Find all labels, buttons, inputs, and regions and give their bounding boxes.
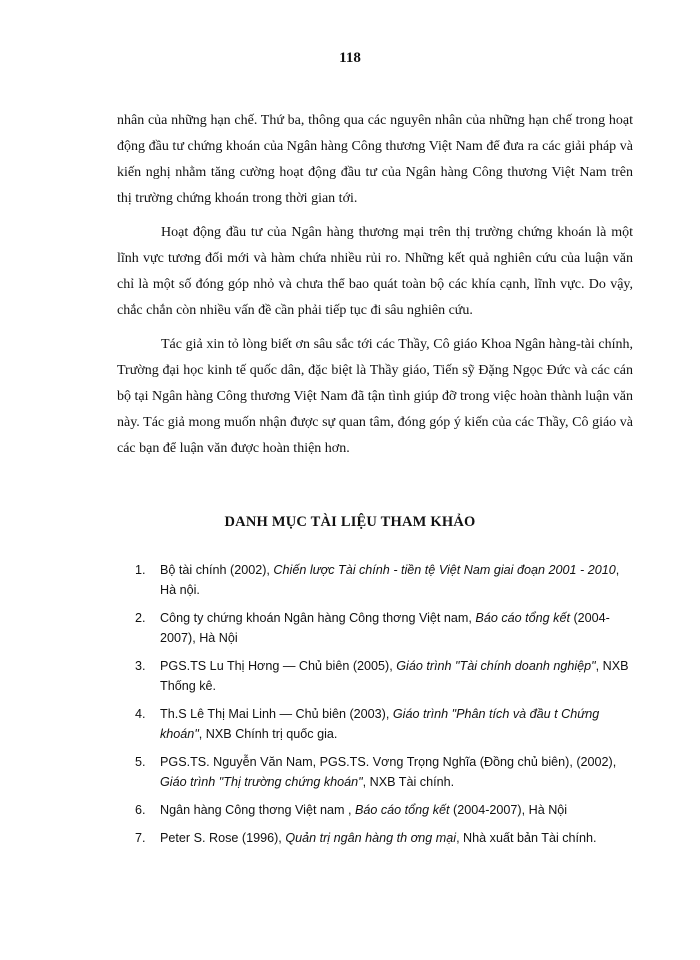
reference-number: 4. (135, 707, 146, 721)
reference-text: , Hà nội. (160, 563, 620, 597)
reference-text: PGS.TS. Nguyễn Văn Nam, PGS.TS. Vơng Trọng Nghĩa (Đồng chủ biên), (2002), (160, 755, 617, 769)
reference-title: Báo cáo tổng kết (354, 803, 450, 817)
references-list (135, 560, 635, 856)
body-text (117, 108, 633, 470)
reference-text: , NXB Tài chính. (362, 775, 455, 789)
reference-text: (2004-2007), Hà Nội (160, 611, 610, 645)
paragraph: Hoạt động đầu tư của Ngân hàng thương mại trên thị trường chứng khoán là một lĩnh vực tương đối mới và hàm chứa nhiều rủi ro. Những kết quả nghiên cứu của luận văn chỉ là một số đóng góp nhỏ và chưa thể bao quát toàn bộ các khía cạnh, lĩnh vực. Do vậy, chắc chắn còn nhiều vấn đề cần phải tiếp tục đi sâu nghiên cứu. (117, 225, 633, 318)
reference-text: Bộ tài chính (2002), (160, 563, 274, 577)
reference-text: Công ty chứng khoán Ngân hàng Công thơng Việt nam, (160, 611, 476, 625)
reference-title: Quản trị ngân hàng th ơng mại (285, 831, 457, 845)
reference-text: Th.S Lê Thị Mai Linh — Chủ biên (2003), (160, 707, 393, 721)
reference-text: , NXB Chính trị quốc gia. (198, 727, 338, 741)
reference-title: Giáo trình "Thị trường chứng khoán" (160, 775, 363, 789)
reference-item (135, 752, 635, 792)
reference-number: 7. (135, 831, 146, 845)
reference-item (135, 608, 635, 648)
reference-text: , NXB Thống kê. (160, 659, 629, 693)
paragraph: Tác giả xin tỏ lòng biết ơn sâu sắc tới các Thầy, Cô giáo Khoa Ngân hàng-tài chính, Trường đại học kinh tế quốc dân, đặc biệt là Thầy giáo, Tiến sỹ Đặng Ngọc Đức và các cán bộ tại Ngân hàng Công thương Việt Nam đã tận tình giúp đỡ trong việc hoàn thành luận văn này. Tác giả mong muốn nhận được sự quan tâm, đóng góp ý kiến của các Thầy, Cô giáo và các bạn để luận văn được hoàn thiện hơn. (117, 337, 633, 456)
reference-number: 6. (135, 803, 146, 817)
reference-item (135, 800, 635, 820)
page-number: 118 (339, 50, 361, 66)
reference-number: 5. (135, 755, 146, 769)
reference-text: , Nhà xuất bản Tài chính. (456, 831, 597, 845)
references-title: DANH MỤC TÀI LIỆU THAM KHẢO (224, 514, 476, 530)
reference-title: Chiến lược Tài chính - tiền tệ Việt Nam giai đoạn 2001 - 2010 (273, 563, 616, 577)
reference-text: Peter S. Rose (1996), (160, 831, 286, 845)
paragraph: nhân của những hạn chế. Thứ ba, thông qua các nguyên nhân của những hạn chế trong hoạt động đầu tư chứng khoán của Ngân hàng Công thương Việt Nam để đưa ra các giải pháp và kiến nghị nhằm tăng cường hoạt động đầu tư của Ngân hàng Công thương Việt Nam trên thị trường chứng khoán trong thời gian tới. (117, 113, 633, 206)
reference-title: Giáo trình "Phân tích và đầu t Chứng khoán" (160, 707, 600, 741)
reference-number: 1. (135, 563, 146, 577)
reference-text: Ngân hàng Công thơng Việt nam , (160, 803, 355, 817)
reference-item (135, 828, 635, 848)
reference-item (135, 656, 635, 696)
reference-title: Giáo trình "Tài chính doanh nghiệp" (396, 659, 596, 673)
reference-number: 3. (135, 659, 146, 673)
reference-text: (2004-2007), Hà Nội (449, 803, 568, 817)
reference-item (135, 560, 635, 600)
reference-item (135, 704, 635, 744)
reference-text: PGS.TS Lu Thị Hơng — Chủ biên (2005), (160, 659, 397, 673)
reference-title: Báo cáo tổng kết (475, 611, 570, 625)
reference-number: 2. (135, 611, 146, 625)
